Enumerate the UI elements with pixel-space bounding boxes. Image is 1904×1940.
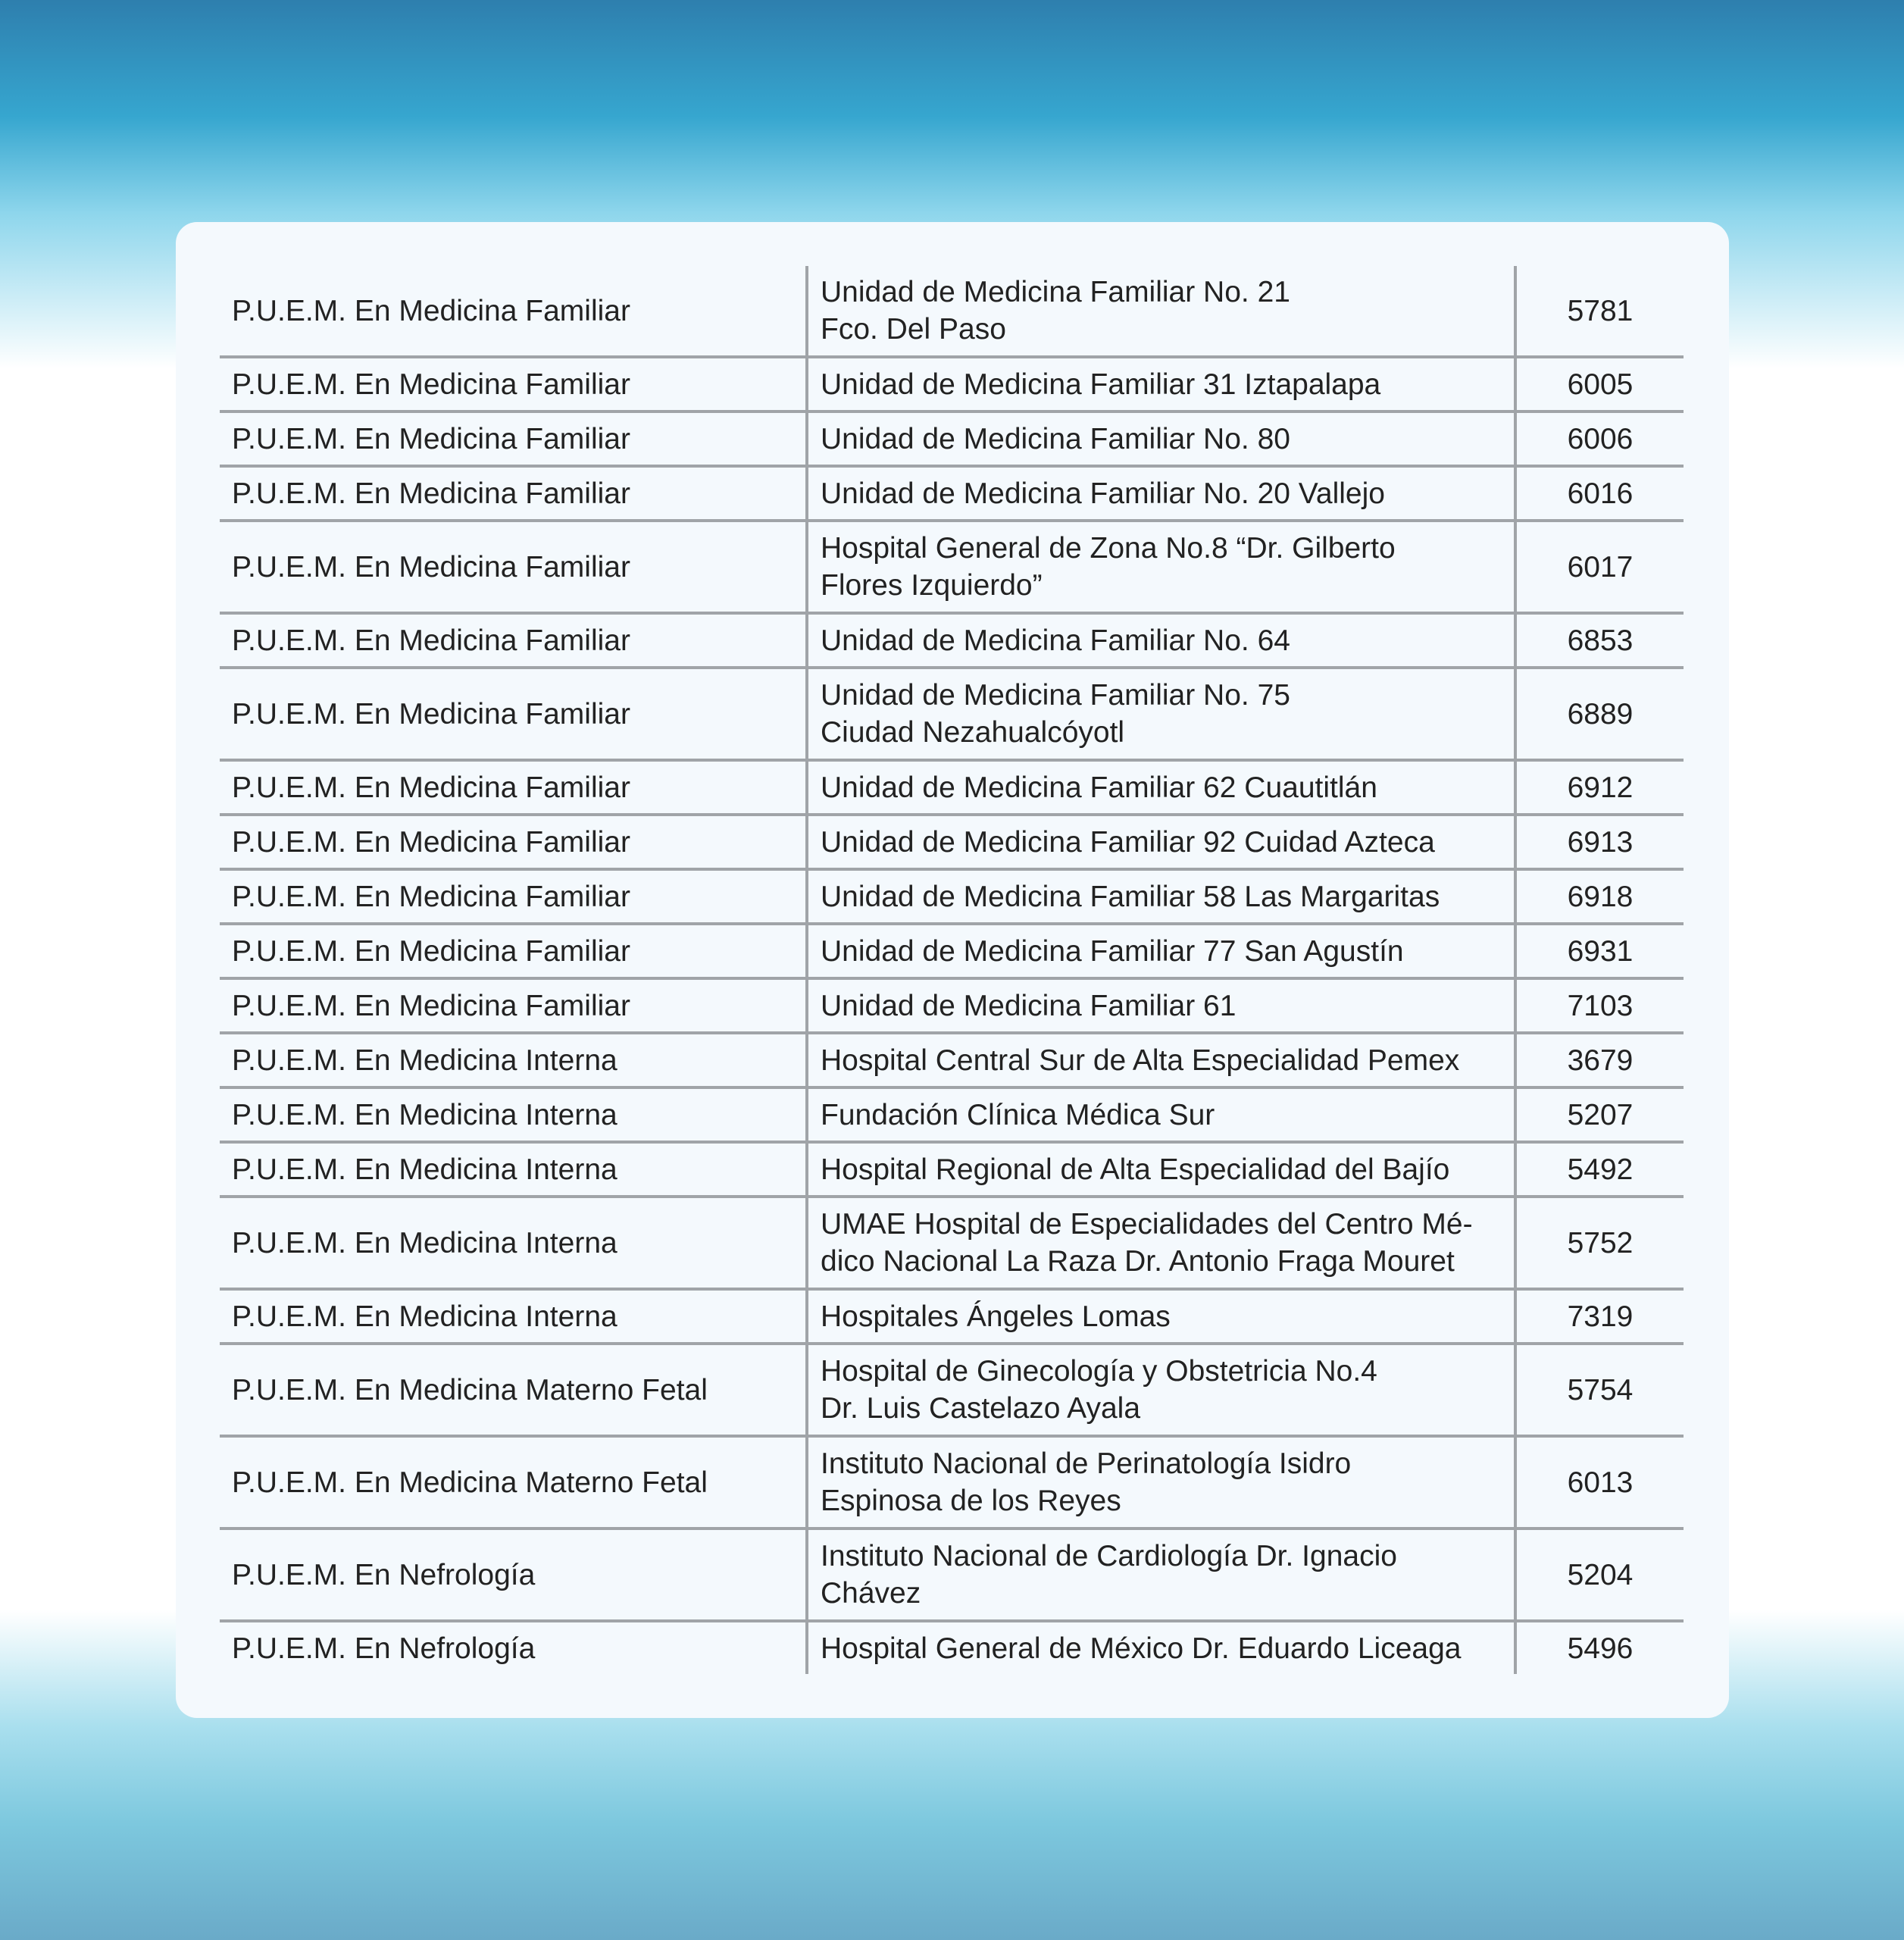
- table-row: [220, 466, 1684, 521]
- program-cell: P.U.E.M. En Medicina Materno Fetal: [220, 1436, 807, 1529]
- code-cell: 6016: [1515, 466, 1684, 521]
- code-cell: 3679: [1515, 1033, 1684, 1087]
- unit-line: Instituto Nacional de Cardiología Dr. Ignacio: [821, 1540, 1397, 1572]
- code-cell: 6912: [1515, 760, 1684, 815]
- code-cell: 6889: [1515, 668, 1684, 760]
- table-row: [220, 613, 1684, 668]
- unit-cell: [807, 760, 1515, 815]
- program-cell: P.U.E.M. En Medicina Familiar: [220, 466, 807, 521]
- table-row: [220, 357, 1684, 411]
- table-row: [220, 869, 1684, 924]
- table-row: [220, 1621, 1684, 1674]
- unit-line: Espinosa de los Reyes: [821, 1485, 1121, 1517]
- unit-cell: [807, 869, 1515, 924]
- unit-cell: [807, 1436, 1515, 1529]
- table-row: [220, 1529, 1684, 1621]
- unit-cell: [807, 521, 1515, 613]
- unit-line: Unidad de Medicina Familiar No. 20 Vallejo: [821, 477, 1385, 510]
- residency-table: [220, 266, 1684, 1674]
- unit-line: dico Nacional La Raza Dr. Antonio Fraga Mouret: [821, 1245, 1455, 1278]
- table-row: [220, 760, 1684, 815]
- unit-line: Unidad de Medicina Familiar 31 Iztapalapa: [821, 368, 1381, 401]
- unit-cell: [807, 978, 1515, 1033]
- table-row: [220, 924, 1684, 978]
- unit-cell: [807, 411, 1515, 466]
- code-cell: 5492: [1515, 1142, 1684, 1197]
- table-row: [220, 266, 1684, 357]
- table-row: [220, 1289, 1684, 1344]
- unit-line: Unidad de Medicina Familiar 61: [821, 989, 1237, 1022]
- unit-line: Unidad de Medicina Familiar 58 Las Margaritas: [821, 880, 1440, 913]
- unit-cell: [807, 924, 1515, 978]
- code-cell: 6918: [1515, 869, 1684, 924]
- unit-cell: [807, 1087, 1515, 1142]
- program-cell: P.U.E.M. En Medicina Familiar: [220, 521, 807, 613]
- table-row: [220, 521, 1684, 613]
- code-cell: 6013: [1515, 1436, 1684, 1529]
- unit-cell: [807, 1289, 1515, 1344]
- table-row: [220, 815, 1684, 869]
- program-cell: P.U.E.M. En Nefrología: [220, 1529, 807, 1621]
- table-row: [220, 668, 1684, 760]
- program-cell: P.U.E.M. En Medicina Interna: [220, 1289, 807, 1344]
- unit-cell: [807, 266, 1515, 357]
- unit-line: Unidad de Medicina Familiar No. 21: [821, 276, 1290, 308]
- program-cell: P.U.E.M. En Medicina Familiar: [220, 411, 807, 466]
- code-cell: 6005: [1515, 357, 1684, 411]
- code-cell: 5496: [1567, 1632, 1634, 1665]
- program-cell: P.U.E.M. En Medicina Familiar: [220, 760, 807, 815]
- unit-line: Unidad de Medicina Familiar No. 80: [821, 422, 1290, 455]
- unit-line: Chávez: [821, 1577, 921, 1610]
- code-cell: 7103: [1515, 978, 1684, 1033]
- code-cell: 5752: [1515, 1197, 1684, 1289]
- program-cell: P.U.E.M. En Medicina Familiar: [220, 815, 807, 869]
- code-cell: 6913: [1515, 815, 1684, 869]
- unit-line: Ciudad Nezahualcóyotl: [821, 716, 1125, 749]
- program-cell: P.U.E.M. En Medicina Familiar: [220, 357, 807, 411]
- program-cell: P.U.E.M. En Medicina Materno Fetal: [220, 1344, 807, 1436]
- code-cell: 6853: [1515, 613, 1684, 668]
- table-row: [220, 1087, 1684, 1142]
- unit-line: Hospital de Ginecología y Obstetricia No.4: [821, 1355, 1377, 1388]
- unit-cell: [807, 613, 1515, 668]
- code-cell: 5781: [1515, 266, 1684, 357]
- code-cell: 5754: [1515, 1344, 1684, 1436]
- unit-line: Unidad de Medicina Familiar 77 San Agustín: [821, 934, 1404, 968]
- unit-cell: [807, 1033, 1515, 1087]
- unit-cell: [807, 1621, 1515, 1674]
- unit-line: Fundación Clínica Médica Sur: [821, 1098, 1215, 1131]
- table-row: [220, 1436, 1684, 1529]
- unit-line: Unidad de Medicina Familiar 62 Cuautitlán: [821, 771, 1377, 804]
- program-cell: P.U.E.M. En Medicina Familiar: [220, 978, 807, 1033]
- code-cell: 5204: [1515, 1529, 1684, 1621]
- unit-line: Hospital General de México Dr. Eduardo Liceaga: [821, 1632, 1462, 1665]
- unit-cell: [807, 1344, 1515, 1436]
- program-cell: P.U.E.M. En Medicina Interna: [220, 1033, 807, 1087]
- program-cell: P.U.E.M. En Medicina Interna: [220, 1087, 807, 1142]
- unit-cell: [807, 466, 1515, 521]
- table-row: [220, 1197, 1684, 1289]
- table-body: [220, 266, 1684, 1674]
- code-cell: 5207: [1515, 1087, 1684, 1142]
- code-cell: 6931: [1515, 924, 1684, 978]
- unit-line: Unidad de Medicina Familiar No. 64: [821, 624, 1290, 657]
- table-row: [220, 1033, 1684, 1087]
- unit-line: Unidad de Medicina Familiar 92 Cuidad Azteca: [821, 825, 1435, 859]
- unit-line: Instituto Nacional de Perinatología Isidro: [821, 1447, 1352, 1480]
- code-cell: 7319: [1515, 1289, 1684, 1344]
- table-row: [220, 1142, 1684, 1197]
- program-cell: P.U.E.M. En Medicina Familiar: [220, 266, 807, 357]
- table-row: [220, 411, 1684, 466]
- program-cell: P.U.E.M. En Medicina Familiar: [220, 869, 807, 924]
- unit-cell: [807, 1197, 1515, 1289]
- unit-line: Hospital Regional de Alta Especialidad del Bajío: [821, 1153, 1450, 1186]
- code-cell: 6006: [1515, 411, 1684, 466]
- unit-cell: [807, 668, 1515, 760]
- table-card: [176, 222, 1729, 1718]
- unit-cell: [807, 1142, 1515, 1197]
- unit-line: Fco. Del Paso: [821, 313, 1006, 346]
- program-cell: P.U.E.M. En Nefrología: [232, 1632, 536, 1665]
- unit-line: Unidad de Medicina Familiar No. 75: [821, 679, 1290, 712]
- unit-cell: [807, 357, 1515, 411]
- unit-line: UMAE Hospital de Especialidades del Centro Mé-: [821, 1208, 1473, 1241]
- program-cell: P.U.E.M. En Medicina Interna: [220, 1197, 807, 1289]
- table-row: [220, 978, 1684, 1033]
- table-row: [220, 1344, 1684, 1436]
- code-cell: 6017: [1515, 521, 1684, 613]
- unit-line: Dr. Luis Castelazo Ayala: [821, 1392, 1141, 1425]
- unit-line: Hospital General de Zona No.8 “Dr. Gilberto: [821, 532, 1396, 565]
- program-cell: P.U.E.M. En Medicina Familiar: [220, 613, 807, 668]
- unit-line: Flores Izquierdo”: [821, 569, 1043, 602]
- unit-cell: [807, 1529, 1515, 1621]
- program-cell: P.U.E.M. En Medicina Interna: [220, 1142, 807, 1197]
- unit-line: Hospital Central Sur de Alta Especialidad Pemex: [821, 1044, 1460, 1077]
- program-cell: P.U.E.M. En Medicina Familiar: [220, 924, 807, 978]
- unit-line: Hospitales Ángeles Lomas: [821, 1300, 1171, 1333]
- unit-cell: [807, 815, 1515, 869]
- program-cell: P.U.E.M. En Medicina Familiar: [220, 668, 807, 760]
